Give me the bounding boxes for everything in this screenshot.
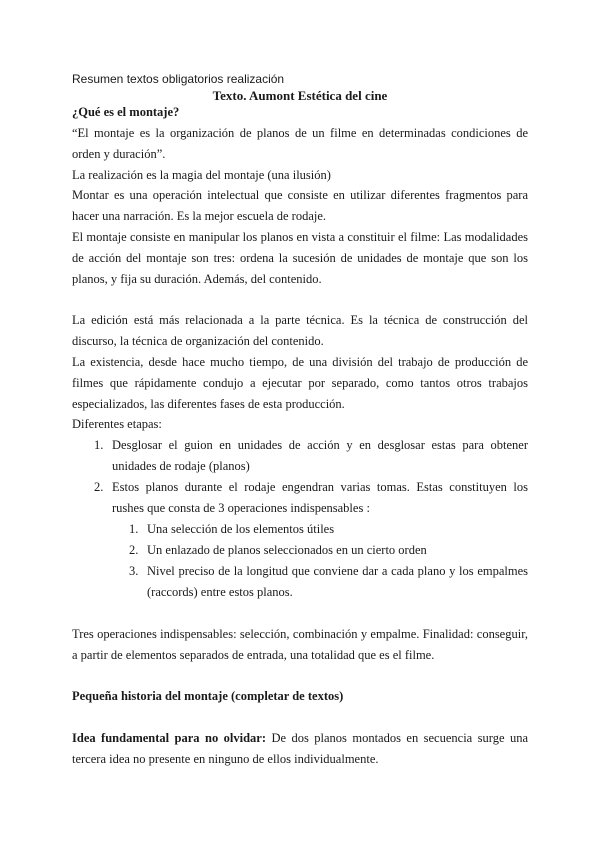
paragraph-etapas: Diferentes etapas: xyxy=(72,417,162,431)
sublist-item-text: Una selección de los elementos útiles xyxy=(147,522,335,536)
list-number: 1. xyxy=(94,438,104,452)
sublist-number: 1. xyxy=(129,522,139,536)
sublist-item xyxy=(129,540,528,561)
list-item-text: Desglosar el guion en unidades de acción y en desglosar estas para obtener unidades de rodaje (planos) xyxy=(112,438,528,473)
sublist-item-text: Un enlazado de planos seleccionados en un cierto orden xyxy=(147,543,427,557)
list-item xyxy=(94,435,528,477)
sublist-item xyxy=(129,561,528,603)
sublist-number: 3. xyxy=(129,564,139,578)
paragraph-definition: “El montaje es la organización de planos de un filme en determinadas condiciones de orden y duración”. xyxy=(72,126,528,161)
document-header: Resumen textos obligatorios realización xyxy=(72,72,285,86)
list-number: 2. xyxy=(94,480,104,494)
document-title: Texto. Aumont Estética del cine xyxy=(212,88,388,103)
paragraph-montar: Montar es una operación intelectual que consiste en utilizar diferentes fragmentos para hacer una narración. Es la mejor escuela de rodaje. xyxy=(72,188,528,223)
section-heading-historia: Pequeña historia del montaje (completar de textos) xyxy=(72,689,344,703)
paragraph-operaciones: Tres operaciones indispensables: selección, combinación y empalme. Finalidad: conseguir, a partir de elementos separados de entrada, una totalidad que es el filme. xyxy=(72,627,528,662)
paragraph-modalidades: El montaje consiste en manipular los planos en vista a constituir el filme: Las modalidades de acción del montaje son tres: ordena la sucesión de unidades de montaje que son los planos, y fija su duración. Además, del contenido. xyxy=(72,230,528,286)
sublist-number: 2. xyxy=(129,543,139,557)
sublist-item-text: Nivel preciso de la longitud que conviene dar a cada plano y los empalmes (raccords) entre estos planos. xyxy=(147,564,528,599)
paragraph-idea-fundamental xyxy=(72,728,528,770)
section-heading-montaje: ¿Qué es el montaje? xyxy=(72,105,180,119)
idea-label: Idea fundamental para no olvidar: xyxy=(72,731,267,745)
paragraph-edicion: La edición está más relacionada a la parte técnica. Es la técnica de construcción del discurso, la técnica de organización del contenido. xyxy=(72,313,528,348)
list-item xyxy=(94,477,528,519)
paragraph-division: La existencia, desde hace mucho tiempo, de una división del trabajo de producción de filmes que rápidamente condujo a ejecutar por separado, como tantos otros trabajos especializados, las diferentes fases de esta producción. xyxy=(72,355,528,411)
paragraph-realizacion: La realización es la magia del montaje (una ilusión) xyxy=(72,168,331,182)
sublist-item xyxy=(129,519,528,540)
idea-text: De dos planos montados en secuencia surge una tercera idea no presente en ninguno de ellos individualmente. xyxy=(72,731,528,766)
list-item-text: Estos planos durante el rodaje engendran varias tomas. Estas constituyen los rushes que consta de 3 operaciones indispensables : xyxy=(112,480,528,515)
